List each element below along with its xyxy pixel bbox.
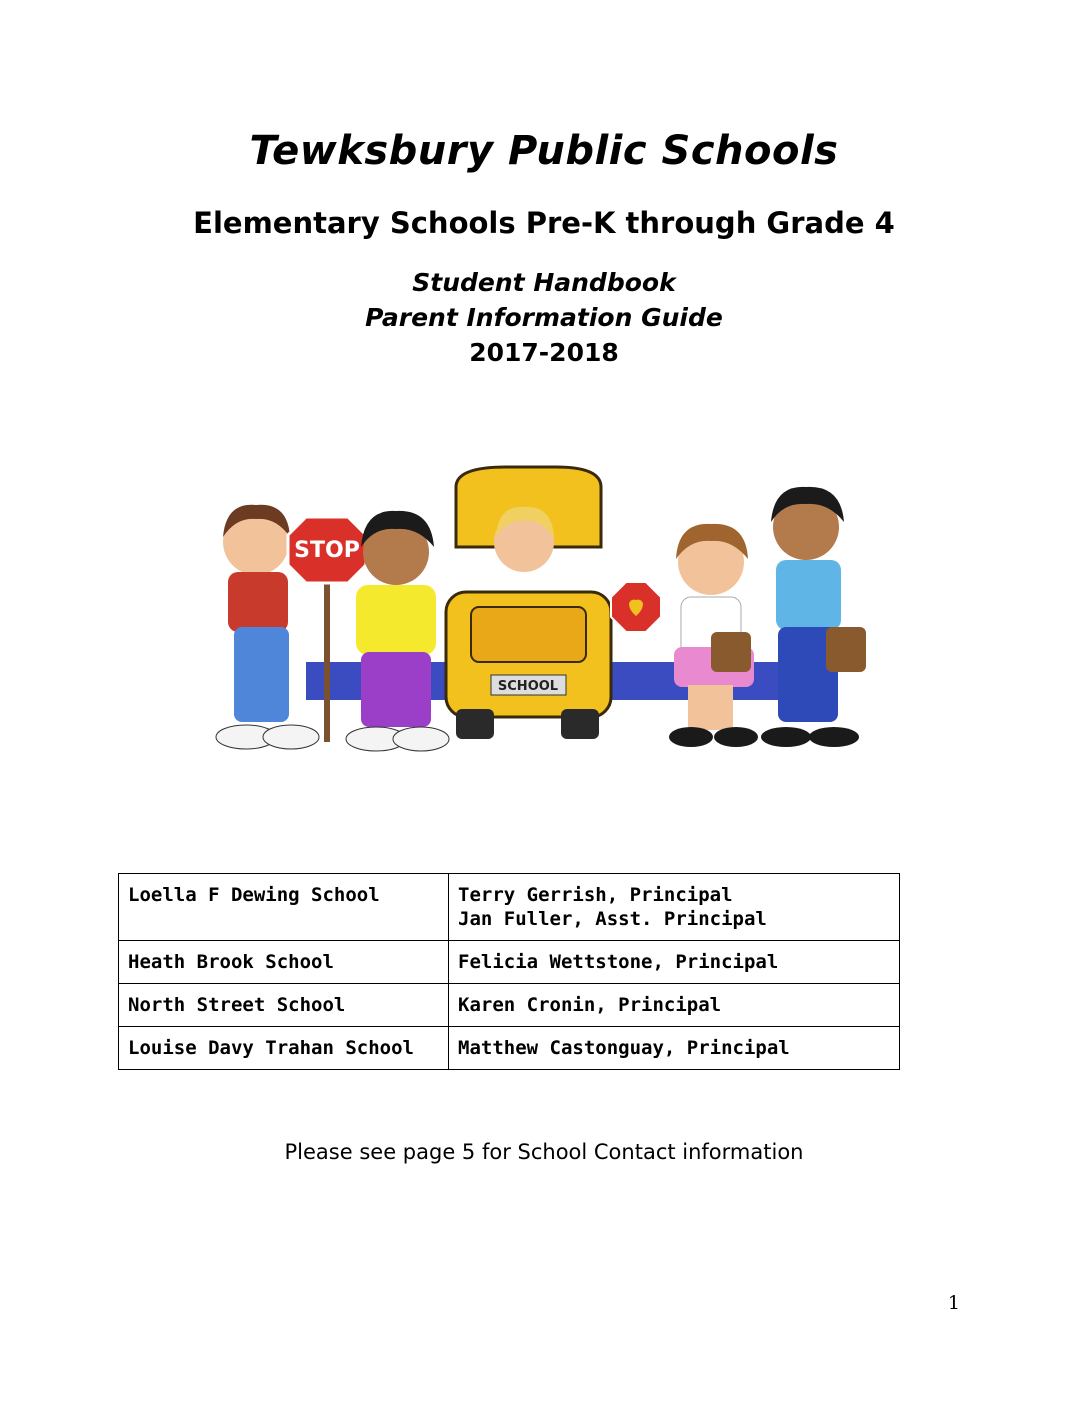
document-subtitle: Elementary Schools Pre-K through Grade 4 bbox=[193, 206, 895, 240]
school-name-cell: Heath Brook School bbox=[119, 941, 449, 984]
asst-principal-name: Jan Fuller, Asst. Principal bbox=[458, 908, 767, 930]
bus-plate-text: SCHOOL bbox=[497, 679, 559, 694]
principal-cell: Matthew Castonguay, Principal bbox=[449, 1027, 900, 1070]
school-name-cell: Louise Davy Trahan School bbox=[119, 1027, 449, 1070]
school-year: 2017-2018 bbox=[469, 338, 619, 367]
school-name-cell: Loella F Dewing School bbox=[119, 874, 449, 941]
guide-label: Parent Information Guide bbox=[365, 303, 723, 332]
stop-sign bbox=[288, 517, 366, 742]
school-name-cell: North Street School bbox=[119, 984, 449, 1027]
table-row bbox=[119, 984, 900, 1027]
contact-note: Please see page 5 for School Contact information bbox=[284, 1140, 804, 1164]
page-number: 1 bbox=[947, 1292, 960, 1314]
principal-name: Terry Gerrish, Principal bbox=[458, 884, 733, 906]
stop-sign-text: STOP bbox=[294, 538, 360, 563]
document-title: Tewksbury Public Schools bbox=[249, 128, 839, 174]
table-row bbox=[119, 941, 900, 984]
principal-cell bbox=[449, 874, 900, 941]
handbook-label: Student Handbook bbox=[412, 268, 676, 297]
school-kids-illustration bbox=[206, 447, 876, 765]
table-row bbox=[119, 1027, 900, 1070]
principal-cell: Felicia Wettstone, Principal bbox=[449, 941, 900, 984]
kid-4-figure bbox=[761, 487, 866, 747]
principal-cell: Karen Cronin, Principal bbox=[449, 984, 900, 1027]
kid-3-figure bbox=[669, 524, 758, 747]
table-row bbox=[119, 874, 900, 941]
school-principals-table bbox=[118, 873, 900, 1070]
